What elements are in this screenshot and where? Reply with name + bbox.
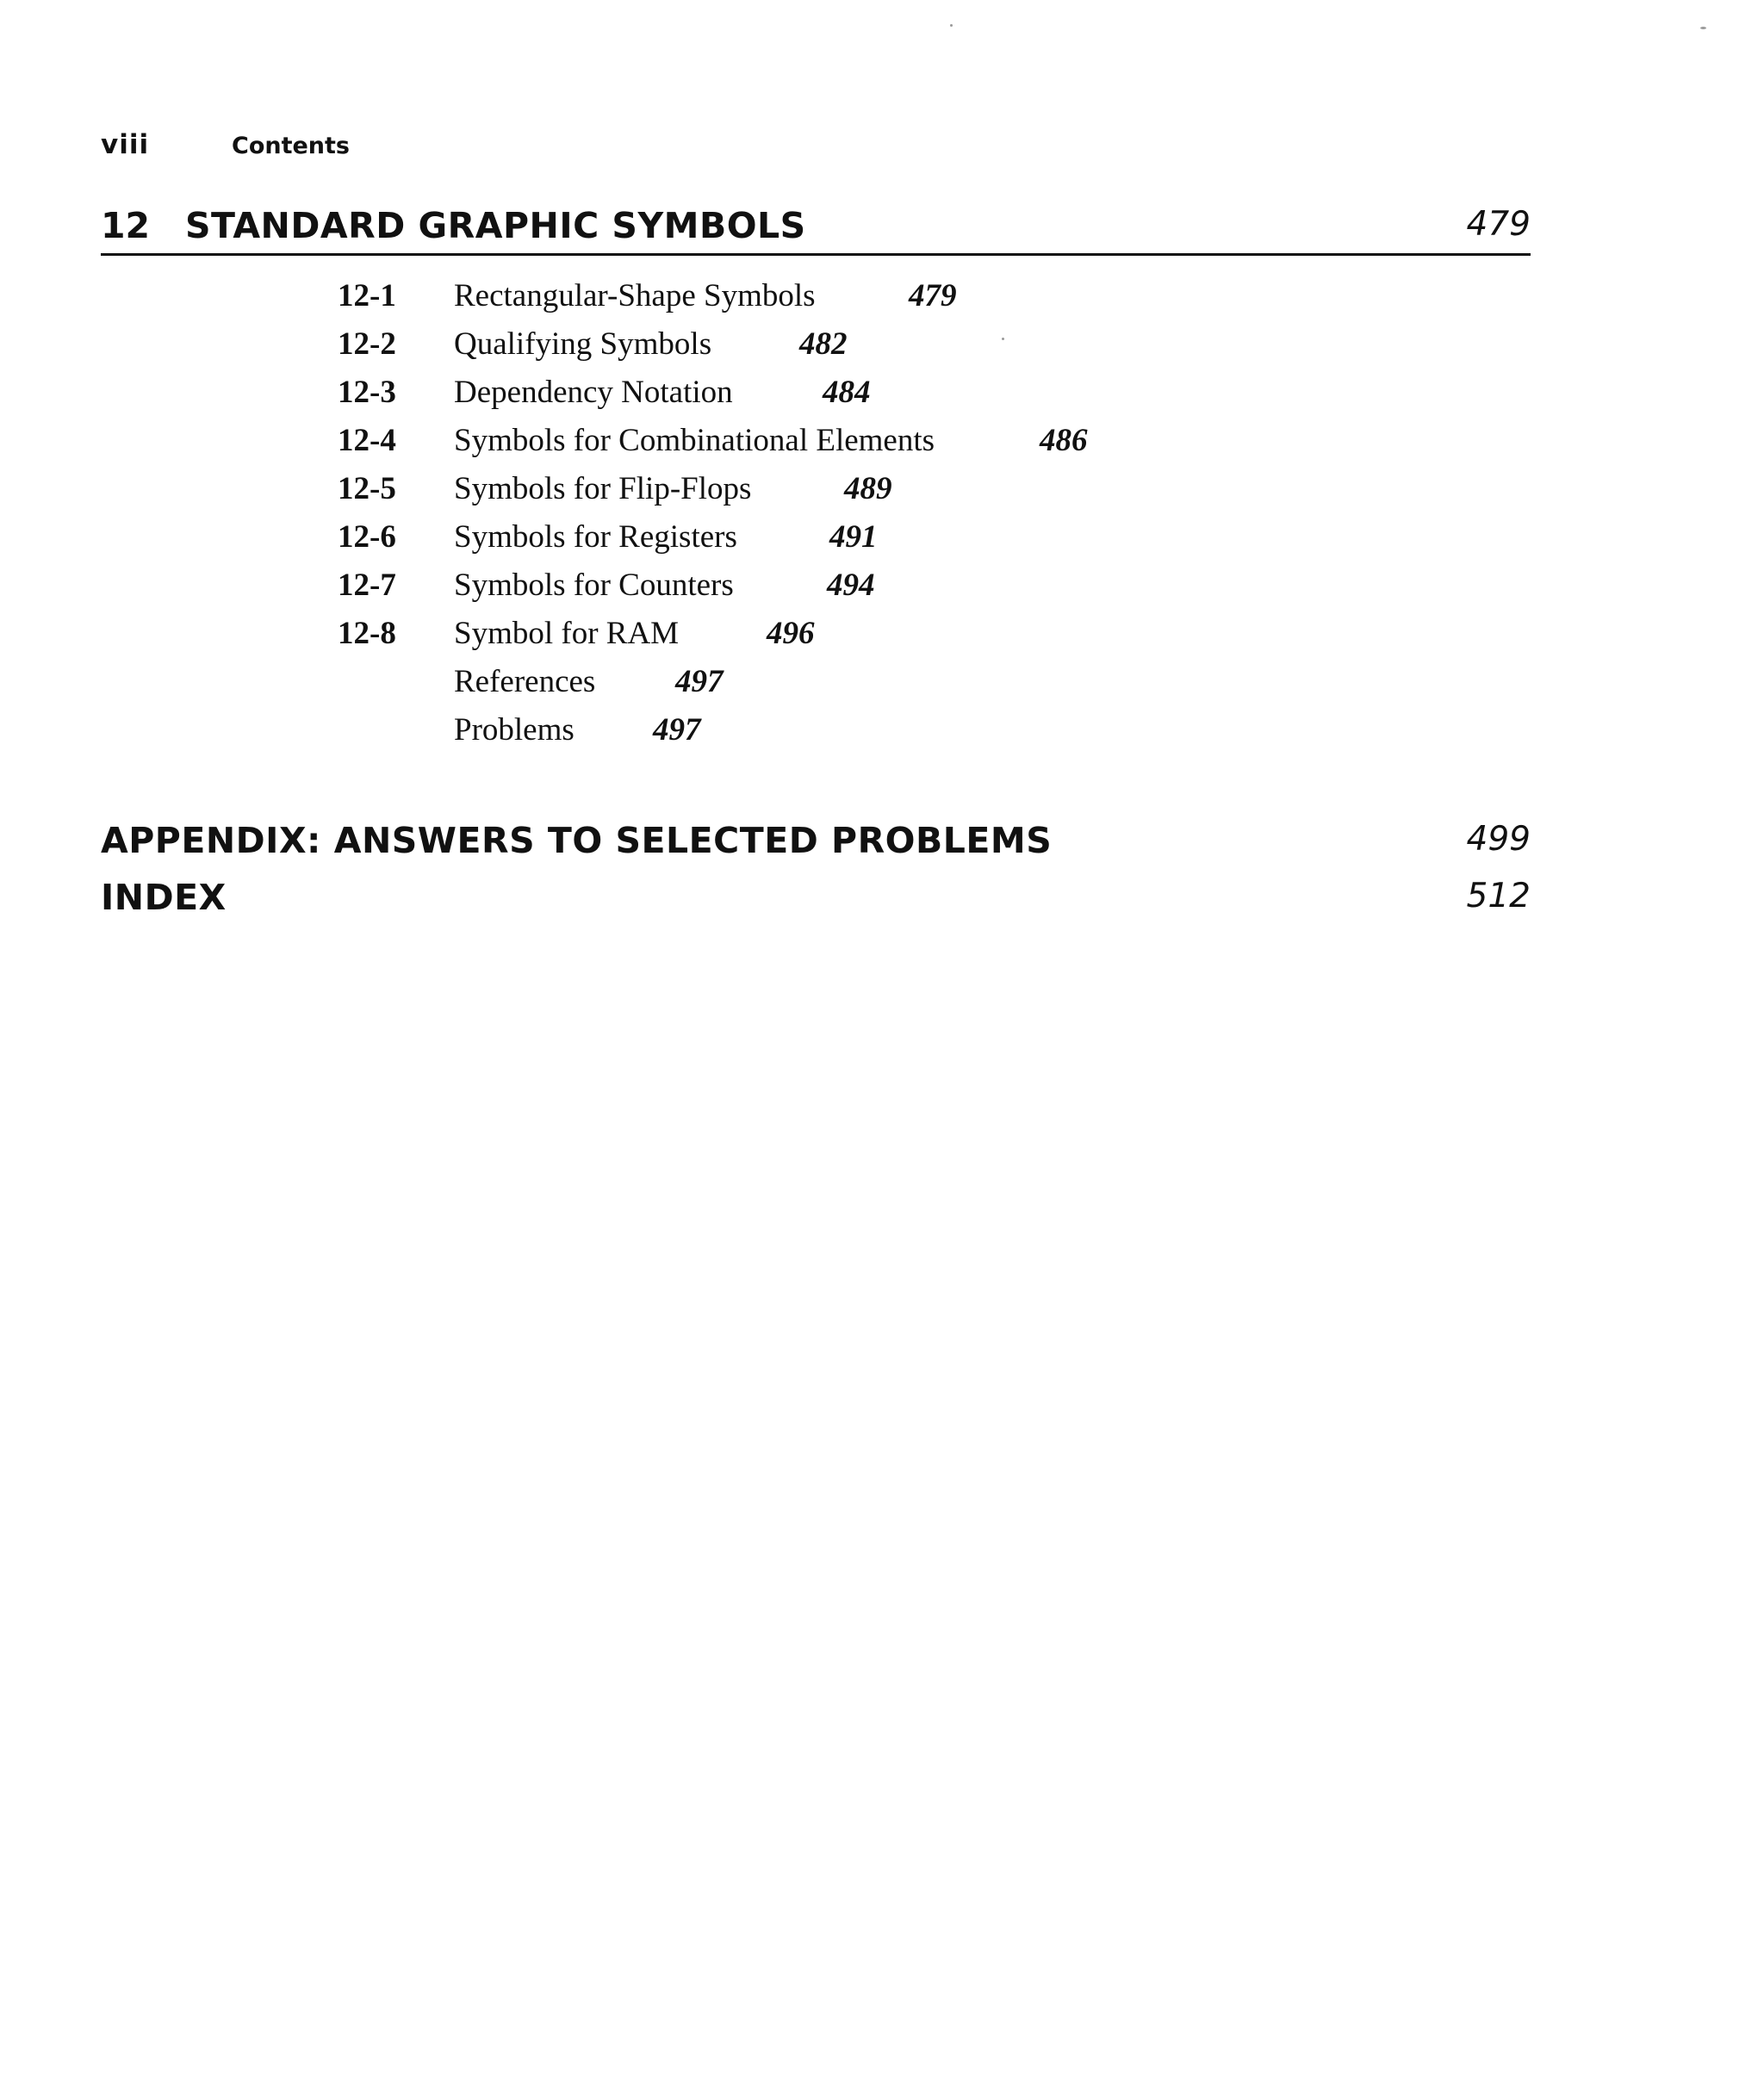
page-folio: viii — [101, 129, 150, 160]
index-page-number: 512 — [1466, 877, 1531, 915]
section-title: Problems — [454, 712, 575, 748]
section-number: 12-2 — [338, 326, 396, 362]
index-title: INDEX — [101, 877, 227, 918]
chapter-title: STANDARD GRAPHIC SYMBOLS — [185, 205, 806, 246]
section-number: 12-8 — [338, 616, 396, 651]
chapter-heading — [101, 200, 1531, 256]
section-page-number: 491 — [829, 519, 878, 555]
section-page-number: 479 — [909, 278, 957, 313]
chapter-page-number: 479 — [1466, 205, 1531, 244]
scan-speck — [950, 24, 953, 27]
section-number: 12-4 — [338, 423, 396, 458]
running-head-label: Contents — [232, 133, 351, 159]
section-page-number: 497 — [653, 712, 701, 748]
section-title: Symbols for Combinational Elements — [454, 423, 935, 458]
section-number: 12-7 — [338, 568, 396, 603]
index-entry — [101, 877, 1531, 925]
section-title: Dependency Notation — [454, 375, 733, 410]
section-title: References — [454, 664, 596, 699]
appendix-page-number: 499 — [1466, 820, 1531, 859]
chapter-number: 12 — [101, 205, 151, 246]
scan-speck — [1002, 338, 1004, 340]
section-page-number: 489 — [844, 471, 892, 506]
section-page-number: 494 — [827, 568, 875, 603]
appendix-entry — [101, 820, 1531, 868]
section-page-number: 486 — [1040, 423, 1088, 458]
section-number: 12-1 — [338, 278, 396, 313]
section-title: Symbols for Flip-Flops — [454, 471, 752, 506]
section-number: 12-3 — [338, 375, 396, 410]
section-number: 12-5 — [338, 471, 396, 506]
section-page-number: 482 — [799, 326, 848, 362]
section-page-number: 497 — [675, 664, 724, 699]
section-title: Rectangular-Shape Symbols — [454, 278, 816, 313]
appendix-title: APPENDIX: ANSWERS TO SELECTED PROBLEMS — [101, 820, 1053, 861]
section-page-number: 484 — [823, 375, 871, 410]
section-title: Qualifying Symbols — [454, 326, 712, 362]
section-title: Symbol for RAM — [454, 616, 680, 651]
section-title: Symbols for Registers — [454, 519, 737, 555]
section-title: Symbols for Counters — [454, 568, 734, 603]
scan-speck — [1700, 27, 1706, 29]
section-number: 12-6 — [338, 519, 396, 555]
section-page-number: 496 — [767, 616, 815, 651]
